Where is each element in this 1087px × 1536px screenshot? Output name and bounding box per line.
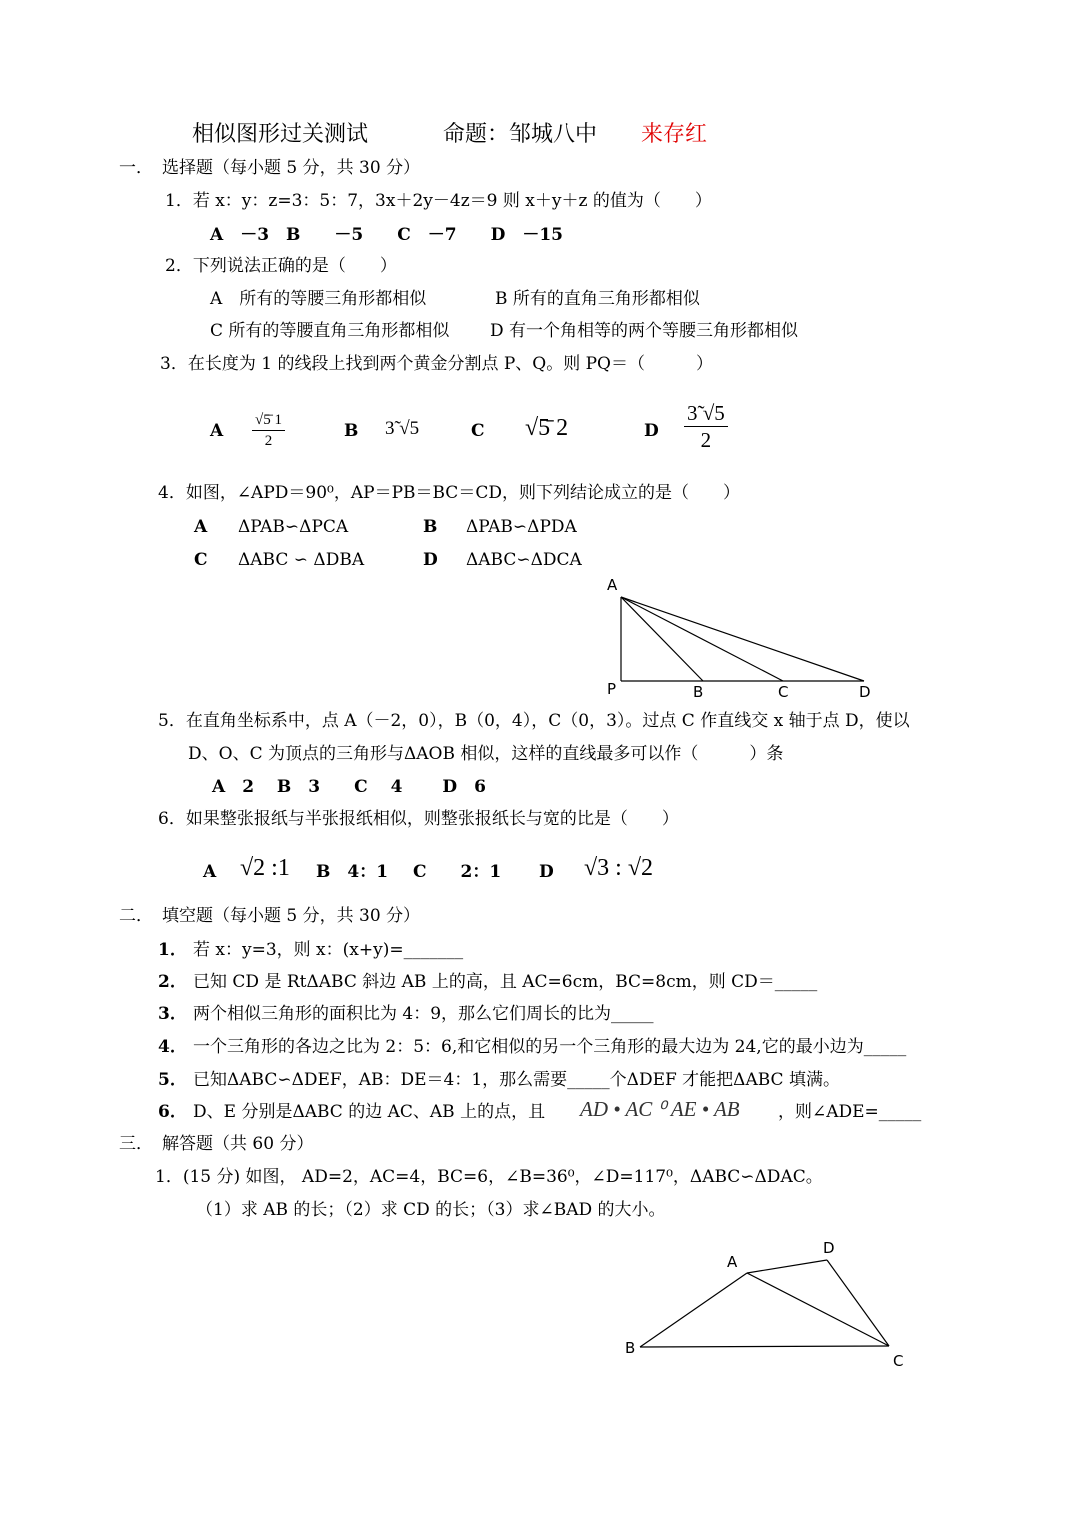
segment-ad	[621, 597, 864, 681]
author-name: 来存红	[641, 122, 708, 147]
question-4-option-b-label: B	[423, 517, 438, 537]
question-6-option-b: B 4：1	[316, 862, 389, 882]
fill-4-text: 一个三角形的各边之比为 2：5：6,和它相似的另一个三角形的最大边为 24,它的最小边为_____	[193, 1037, 907, 1057]
question-1-stem: 1．若 x：y：z=3：5：7，3x＋2y－4z＝9 则 x＋y＋z 的值为（ ）	[165, 191, 712, 211]
section-3-number: 三．	[119, 1134, 153, 1154]
fill-6-math: AD • AC ⁰ AE • AB	[580, 1097, 740, 1121]
question-3-option-c-expr: √5̄ 2	[525, 415, 569, 441]
segment-ba	[640, 1273, 747, 1347]
solve-1-line-1: 1．(15 分) 如图， AD=2，AC=4，BC=6，∠B=36⁰，∠D=117⁰，ΔABC∽ΔDAC。	[155, 1167, 823, 1187]
question-4-option-a-label: A	[194, 517, 208, 537]
section-1-title: 选择题（每小题 5 分，共 30 分）	[162, 158, 421, 178]
point-label-b: B	[693, 683, 704, 700]
fraction-numerator: √5̄ 1	[252, 410, 285, 431]
question-4-option-c-label: C	[194, 550, 208, 570]
point-label-c: C	[778, 683, 789, 700]
segment-dc	[827, 1260, 889, 1346]
segment-ac	[747, 1273, 889, 1346]
question-3-option-b-expr: 3̃ √5	[385, 418, 420, 439]
question-3-option-a-fraction	[252, 410, 285, 451]
solve-1-line-2: （1）求 AB 的长；（2）求 CD 的长；（3）求∠BAD 的大小。	[196, 1200, 666, 1220]
fill-2-number: 2．	[158, 972, 187, 992]
point-label-d: D	[859, 683, 871, 700]
question-6-option-a-label: A	[203, 862, 217, 882]
question-4-option-d-label: D	[423, 550, 438, 570]
page-title: 相似图形过关测试	[192, 122, 369, 147]
segment-bc	[640, 1346, 889, 1347]
question-4-figure	[595, 570, 885, 700]
question-2-option-c: C 所有的等腰直角三角形都相似	[210, 321, 450, 341]
segment-ab	[621, 597, 703, 681]
question-4-option-c: ΔABC ∽ ΔDBA	[238, 550, 365, 570]
fill-1-number: 1．	[158, 940, 187, 960]
question-3-option-c-label: C	[471, 421, 485, 441]
point-label-a: A	[727, 1253, 738, 1271]
section-2-number: 二．	[119, 906, 153, 926]
question-5-options: A 2 B 3 C 4 D 6	[212, 777, 486, 797]
fill-3-text: 两个相似三角形的面积比为 4：9，那么它们周长的比为_____	[193, 1004, 654, 1024]
question-6-option-a-expr: √2 :1	[240, 855, 290, 881]
question-6-option-d-label: D	[539, 862, 554, 882]
question-4-option-a: ΔPAB∽ΔPCA	[238, 517, 349, 537]
fraction-numerator: 3̃ √5	[684, 400, 728, 427]
segment-ac	[621, 597, 783, 681]
fill-3-number: 3．	[158, 1004, 187, 1024]
point-label-p: P	[607, 680, 617, 698]
question-4-option-d: ΔABC∽ΔDCA	[466, 550, 582, 570]
question-2-option-d: D 有一个角相等的两个等腰三角形都相似	[490, 321, 799, 341]
question-6-option-c: C 2：1	[413, 862, 502, 882]
question-5-line-2: D、O、C 为顶点的三角形与ΔAOB 相似，这样的直线最多可以作（ ）条	[188, 744, 784, 764]
fraction-denominator: 2	[700, 428, 712, 452]
segment-ad	[747, 1260, 827, 1273]
point-label-a: A	[607, 576, 618, 594]
question-4-option-b: ΔPAB∽ΔPDA	[466, 517, 577, 537]
question-4-stem: 4．如图，∠APD＝90⁰，AP＝PB＝BC＝CD，则下列结论成立的是（ ）	[158, 483, 740, 503]
fill-5-text: 已知ΔABC∽ΔDEF，AB：DE＝4：1，那么需要_____个ΔDEF 才能把ΔABC 填满。	[193, 1070, 840, 1090]
question-6-stem: 6．如果整张报纸与半张报纸相似，则整张报纸长与宽的比是（ ）	[158, 809, 679, 829]
section-2-title: 填空题（每小题 5 分，共 30 分）	[162, 906, 421, 926]
fill-6-text-pre: D、E 分别是ΔABC 的边 AC、AB 上的点，且	[193, 1102, 546, 1122]
fill-5-number: 5．	[158, 1070, 187, 1090]
solve-1-figure	[615, 1235, 915, 1375]
question-6-option-d-expr: √3 : √2	[584, 855, 654, 881]
point-label-b: B	[625, 1339, 636, 1357]
section-1-number: 一．	[119, 158, 153, 178]
question-3-option-b-label: B	[344, 421, 359, 441]
question-3-option-d-fraction	[684, 400, 728, 453]
section-3-title: 解答题（共 60 分）	[162, 1134, 314, 1154]
question-3-option-a-label: A	[210, 421, 224, 441]
fill-4-number: 4．	[158, 1037, 187, 1057]
fraction-denominator: 2	[264, 433, 273, 449]
fill-2-text: 已知 CD 是 RtΔABC 斜边 AB 上的高，且 AC=6cm，BC=8cm，则 CD＝_____	[193, 972, 818, 992]
fill-6-text-post: ，则∠ADE=_____	[778, 1102, 922, 1122]
fill-6-number: 6．	[158, 1102, 187, 1122]
fill-1-text: 若 x：y=3，则 x：(x+y)=_______	[193, 940, 464, 960]
point-label-c: C	[893, 1352, 904, 1370]
question-5-line-1: 5．在直角坐标系中，点 A（－2，0），B（0，4），C（0，3）。过点 C 作直线交 x 轴于点 D，使以	[158, 711, 910, 731]
question-3-stem: 3．在长度为 1 的线段上找到两个黄金分割点 P、Q。则 PQ＝（ ）	[160, 354, 713, 374]
question-1-options: A －3 B －5 C －7 D －15	[210, 225, 563, 245]
question-2-option-a: A 所有的等腰三角形都相似	[210, 289, 427, 309]
question-3-option-d-label: D	[644, 421, 659, 441]
author-label: 命题：邹城八中	[443, 122, 598, 147]
question-2-option-b: B 所有的直角三角形都相似	[495, 289, 700, 309]
point-label-d: D	[823, 1239, 835, 1257]
question-2-stem: 2．下列说法正确的是（ ）	[165, 256, 397, 276]
